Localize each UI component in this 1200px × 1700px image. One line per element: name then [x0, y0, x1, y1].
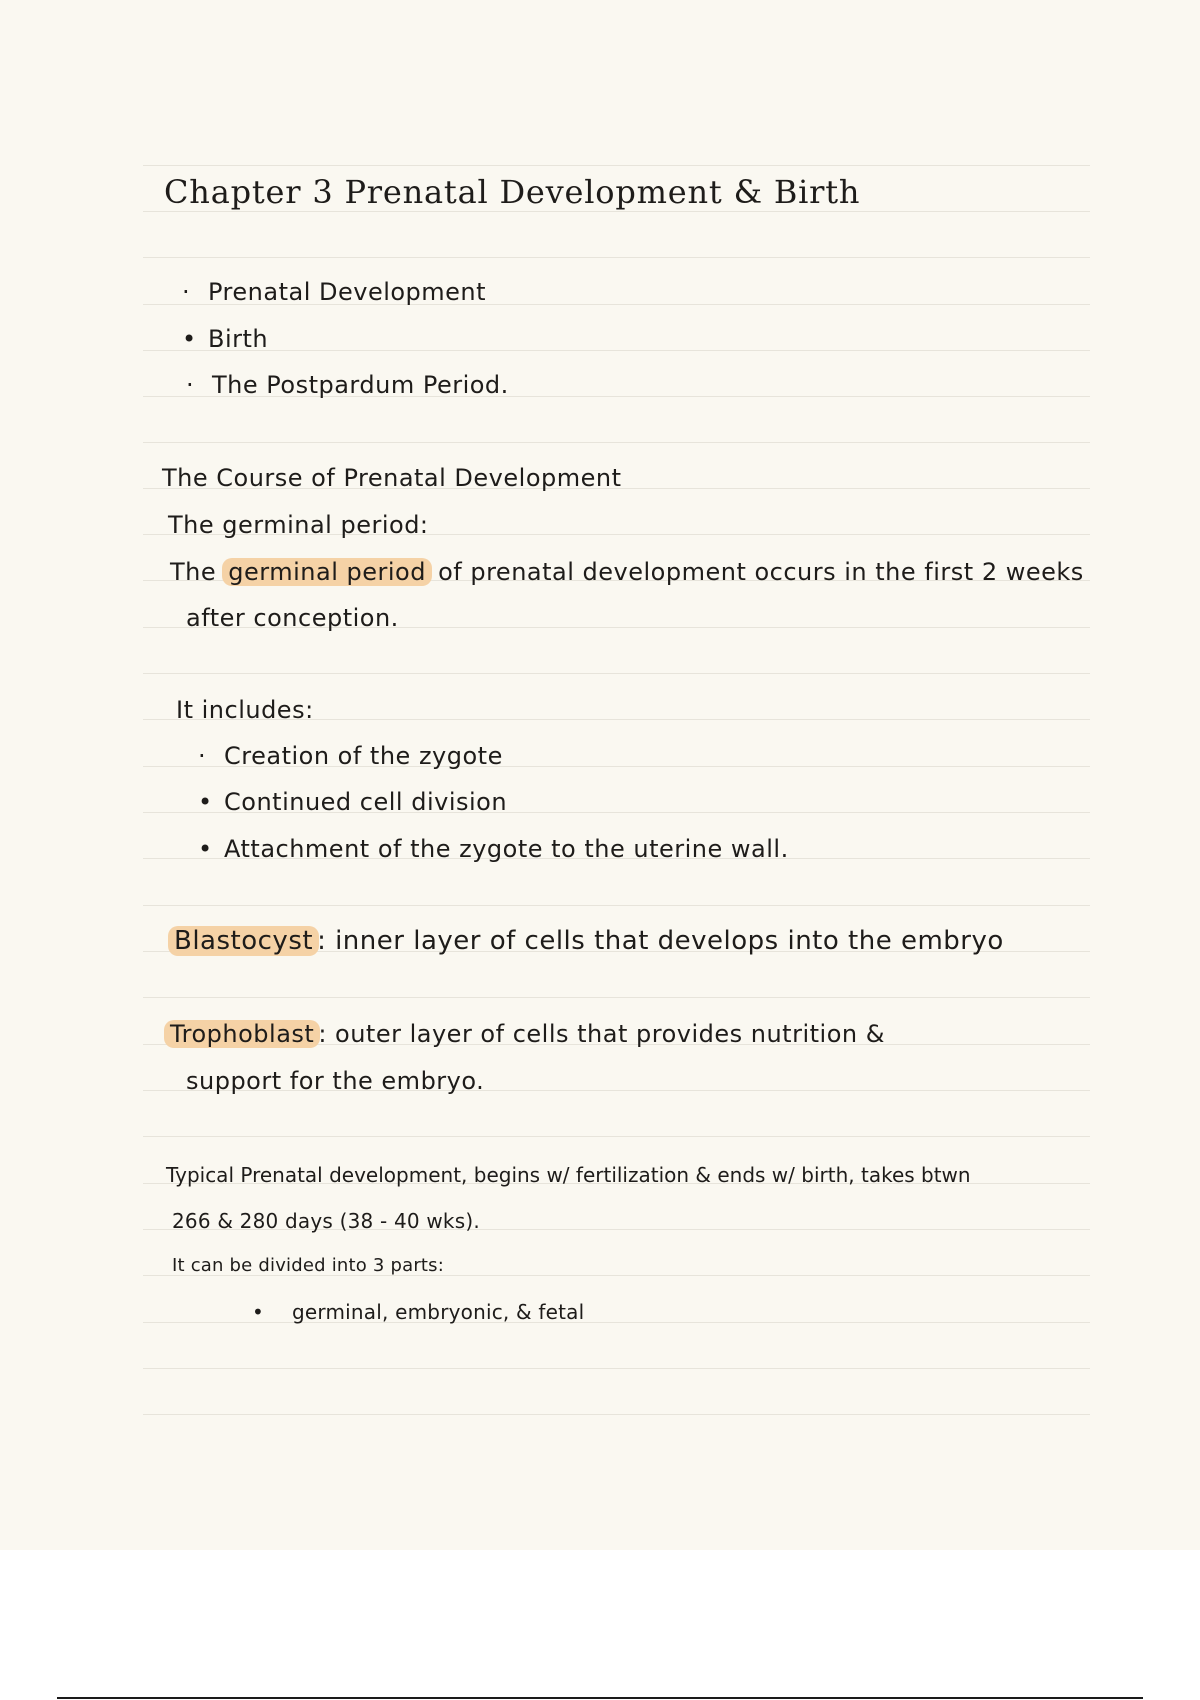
ruled-line	[143, 673, 1090, 674]
ruled-line	[143, 1414, 1090, 1415]
ruled-line	[143, 211, 1090, 212]
includes-item-label: Creation of the zygote	[224, 742, 503, 770]
includes-item	[198, 787, 507, 817]
bullet-icon: •	[198, 788, 213, 816]
typical-development-text: Typical Prenatal development, begins w/ fertilization & ends w/ birth, takes btwn	[166, 1163, 971, 1187]
germinal-definition-cont: after conception.	[186, 604, 399, 632]
includes-item-label: Attachment of the zygote to the uterine wall.	[224, 835, 789, 863]
includes-item	[198, 741, 503, 771]
germinal-definition	[170, 557, 1084, 587]
includes-heading: It includes:	[176, 696, 314, 724]
outline-item-label: The Postpardum Period.	[212, 371, 509, 399]
page-title: Chapter 3 Prenatal Development & Birth	[164, 173, 861, 211]
includes-item-label: Continued cell division	[224, 788, 508, 816]
bullet-icon: ·	[198, 742, 207, 770]
section-heading: The Course of Prenatal Development	[162, 464, 622, 492]
ruled-line	[143, 997, 1090, 998]
trophoblast-definition	[166, 1019, 885, 1049]
germinal-definition-prefix: The	[170, 558, 217, 586]
germinal-definition-text: of prenatal development occurs in the first 2 weeks	[438, 558, 1084, 586]
parts-list-item	[252, 1297, 584, 1327]
trophoblast-definition-cont: support for the embryo.	[186, 1067, 485, 1095]
includes-item	[198, 834, 789, 864]
outline-item	[182, 277, 486, 307]
blastocyst-definition-text: : inner layer of cells that develops into the embryo	[317, 926, 1004, 956]
highlighted-term: germinal period	[222, 558, 432, 586]
outline-item	[186, 370, 509, 400]
ruled-line	[143, 257, 1090, 258]
highlighted-term: Blastocyst	[168, 926, 319, 956]
ruled-line	[143, 905, 1090, 906]
ruled-line	[143, 165, 1090, 166]
bullet-icon: •	[198, 835, 213, 863]
bullet-icon: •	[182, 325, 197, 353]
ruled-line	[143, 1136, 1090, 1137]
subsection-heading: The germinal period:	[168, 511, 429, 539]
typical-development-text: It can be divided into 3 parts:	[172, 1255, 445, 1276]
outline-item-label: Birth	[208, 325, 269, 353]
highlighted-term: Trophoblast	[164, 1020, 320, 1048]
trophoblast-definition-text: : outer layer of cells that provides nutrition &	[318, 1020, 885, 1048]
blastocyst-definition	[170, 926, 1004, 956]
ruled-line	[143, 442, 1090, 443]
bullet-icon: ·	[186, 371, 195, 399]
parts-list-item-label: germinal, embryonic, & fetal	[292, 1300, 585, 1324]
bullet-icon: ·	[182, 278, 191, 306]
ruled-line	[143, 350, 1090, 351]
outline-item-label: Prenatal Development	[208, 278, 487, 306]
ruled-line	[143, 1368, 1090, 1369]
bullet-icon: •	[252, 1300, 264, 1324]
footer-divider	[57, 1697, 1143, 1699]
outline-item	[182, 324, 268, 354]
typical-development-text: 266 & 280 days (38 - 40 wks).	[172, 1209, 480, 1233]
